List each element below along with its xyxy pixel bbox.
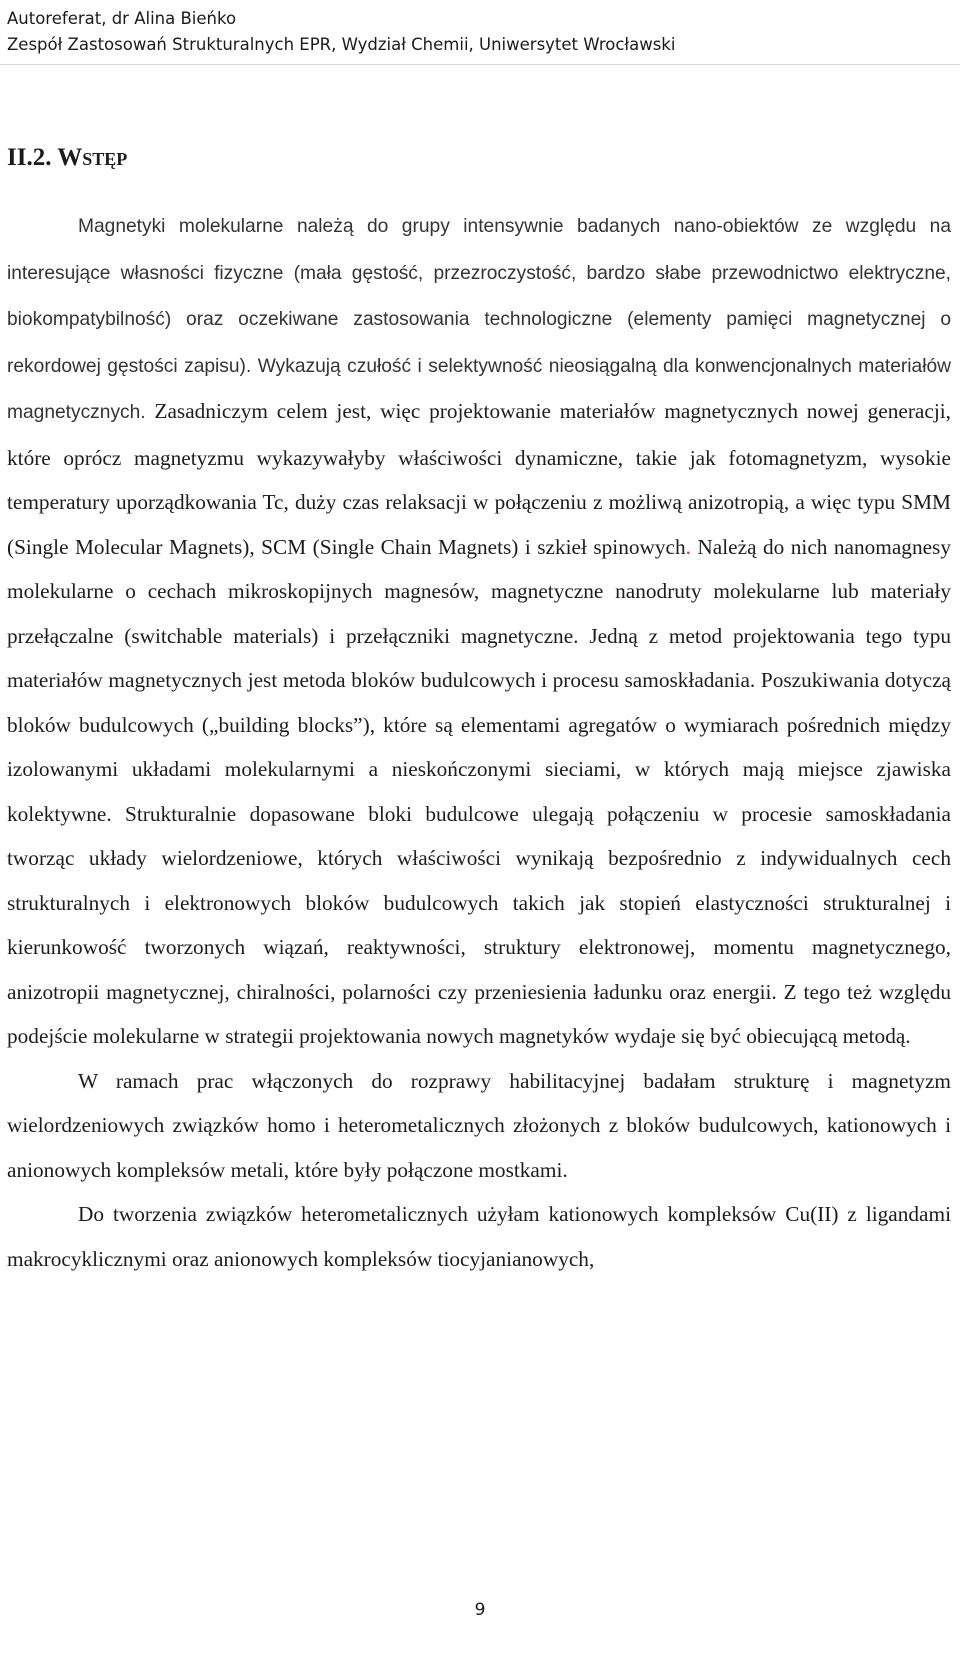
paragraph-intro	[7, 203, 951, 1059]
section-title-initial: W	[57, 144, 83, 171]
header-author: Autoreferat, dr Alina Bieńko	[7, 9, 237, 28]
page-header	[7, 6, 947, 58]
paragraph-intro-serif: Zasadniczym celem jest, więc projektowanie materiałów magnetycznych nowej generacji, które oprócz magnetyzmu wykazywałyby właściwości dynamiczne, takie jak fotomagnetyzm, wysokie temperatury uporządkowania Tc, duży czas relaksacji w połączeniu z możliwą anizotropią, a więc typu SMM (Single Molecular Magnets), SCM (Single Chain Magnets) i szkieł spinowych	[7, 399, 951, 559]
section-number: II.2.	[7, 144, 58, 171]
paragraph-intro-sans: Magnetyki molekularne należą do grupy intensywnie badanych nano-obiektów ze względu na interesujące własności fizyczne (mała gęstość, przezroczystość, bardzo słabe przewodnictwo elektryczne, biokompatybilność) oraz oczekiwane zastosowania technologiczne (elementy pamięci magnetycznej o rekordowej gęstości zapisu). Wykazują czułość i selektywność nieosiągalną dla konwencjonalnych materiałów magnetycznych.	[7, 216, 951, 423]
header-divider	[0, 64, 960, 65]
body-text	[7, 203, 951, 1281]
paragraph-intro-red-period: .	[685, 534, 691, 559]
paragraph-research: W ramach prac włączonych do rozprawy habilitacyjnej badałam strukturę i magnetyzm wielordzeniowych związków homo i heterometalicznych złożonych z bloków budulcowych, kationowych i anionowych kompleksów metali, które były połączone mostkami.	[7, 1068, 951, 1182]
paragraph-intro-rest: Należą do nich nanomagnesy molekularne o cechach mikroskopijnych magnesów, magnetyczne nanodruty molekularne lub materiały przełączalne (switchable materials) i przełączniki magnetyczne. Jedną z metod projektowania tego typu materiałów magnetycznych jest metoda bloków budulcowych i procesu samoskładania. Poszukiwania dotyczą bloków budulcowych („building blocks”), które są elementami agregatów o wymiarach pośrednich między izolowanymi układami molekularnymi a nieskończonymi sieciami, w których mają miejsce zjawiska kolektywne. Strukturalnie dopasowane bloki budulcowe ulegają połączeniu w procesie samoskładania tworząc układy wielordzeniowe, których właściwości wynikają bezpośrednio z indywidualnych cech strukturalnych i elektronowych bloków budulcowych takich jak stopień elastyczności strukturalnej i kierunkowość tworzonych wiązań, reaktywności, struktury elektronowej, momentu magnetycznego, anizotropii magnetycznej, chiralności, polarności czy przeniesienia ładunku oraz energii. Z tego też względu podejście molekularne w strategii projektowania nowych magnetyków wydaje się być obiecującą metodą.	[7, 534, 951, 1048]
section-title-rest: STĘP	[82, 149, 128, 169]
section-title	[7, 143, 127, 174]
paragraph-compounds: Do tworzenia związków heterometalicznych użyłam kationowych kompleksów Cu(II) z ligandami makrocyklicznymi oraz anionowych kompleksów tiocyjanianowych,	[7, 1202, 951, 1271]
page-number: 9	[474, 1600, 486, 1620]
header-institution: Zespół Zastosowań Strukturalnych EPR, Wydział Chemii, Uniwersytet Wrocławski	[7, 35, 676, 54]
